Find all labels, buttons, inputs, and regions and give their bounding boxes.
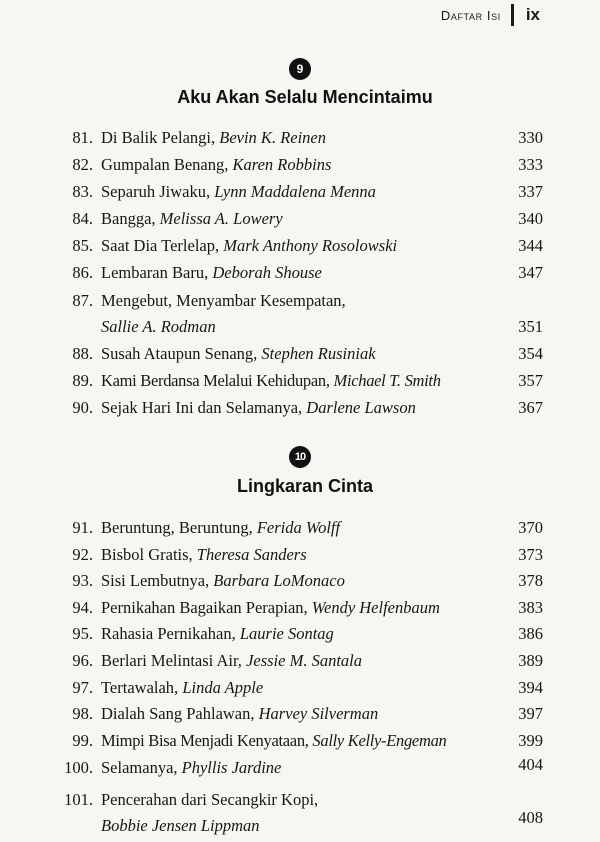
toc-entry xyxy=(0,595,600,621)
entry-page: 370 xyxy=(518,518,543,537)
toc-entry xyxy=(0,341,600,367)
toc-entry xyxy=(0,515,600,541)
entry-author: Michael T. Smith xyxy=(333,371,441,390)
toc-entry xyxy=(0,179,600,205)
entry-number: 88. xyxy=(72,344,93,363)
section-number-badge: 9 xyxy=(289,58,311,80)
entry-title: Susah Ataupun Senang, Stephen Rusiniak xyxy=(101,344,376,363)
entry-number: 86. xyxy=(72,263,93,282)
entry-number: 94. xyxy=(72,598,93,617)
entry-author: Harvey Silverman xyxy=(258,704,379,723)
entry-author: Linda Apple xyxy=(182,678,264,697)
entry-author: Bevin K. Reinen xyxy=(219,128,327,147)
entry-number: 90. xyxy=(72,398,93,417)
toc-entry xyxy=(0,368,600,394)
entry-number: 89. xyxy=(72,371,93,390)
entry-author: Laurie Sontag xyxy=(239,624,334,643)
entry-author: Bobbie Jensen Lippman xyxy=(101,816,260,835)
toc-entry xyxy=(0,152,600,178)
entry-page: 394 xyxy=(518,678,543,697)
toc-entry xyxy=(0,288,600,340)
entry-title: Sisi Lembutnya, Barbara LoMonaco xyxy=(101,571,345,590)
entry-title: Gumpalan Benang, Karen Robbins xyxy=(101,155,332,174)
toc-entry xyxy=(0,395,600,421)
toc-entry xyxy=(0,701,600,727)
entry-page: 383 xyxy=(518,598,543,617)
toc-entry xyxy=(0,542,600,568)
toc-entry xyxy=(0,125,600,151)
entry-author: Sallie A. Rodman xyxy=(101,317,216,336)
toc-entry xyxy=(0,568,600,594)
entry-title: Berlari Melintasi Air, Jessie M. Santala xyxy=(101,651,362,670)
entry-page: 351 xyxy=(518,317,543,336)
entry-page: 386 xyxy=(518,624,543,643)
entry-page: 378 xyxy=(518,571,543,590)
entry-page: 408 xyxy=(518,808,543,827)
entry-title: Lembaran Baru, Deborah Shouse xyxy=(101,263,322,282)
entry-author: Phyllis Jardine xyxy=(181,758,282,777)
entry-title: Kami Berdansa Melalui Kehidupan, Michael T. Smith xyxy=(101,371,441,390)
entry-page: 397 xyxy=(518,704,543,723)
entry-author: Barbara LoMonaco xyxy=(213,571,345,590)
entry-title: Beruntung, Beruntung, Ferida Wolff xyxy=(101,518,341,537)
page-number: ix xyxy=(525,5,540,24)
entry-page: 373 xyxy=(518,545,543,564)
entry-page: 354 xyxy=(518,344,543,363)
entry-page: 404 xyxy=(518,755,543,774)
entry-title: Rahasia Pernikahan, Laurie Sontag xyxy=(101,624,334,643)
entry-title: Tertawalah, Linda Apple xyxy=(101,678,264,697)
entry-number: 82. xyxy=(72,155,93,174)
entry-page: 337 xyxy=(518,182,543,201)
entry-number: 92. xyxy=(72,545,93,564)
toc-entry xyxy=(0,621,600,647)
toc-entry xyxy=(0,648,600,674)
entry-author: Mark Anthony Rosolowski xyxy=(223,236,398,255)
entry-title: Dialah Sang Pahlawan, Harvey Silverman xyxy=(101,704,379,723)
entry-title: Pernikahan Bagaikan Perapian, Wendy Helfenbaum xyxy=(101,598,440,617)
entry-author: Stephen Rusiniak xyxy=(261,344,376,363)
entry-author: Deborah Shouse xyxy=(212,263,322,282)
entry-number: 97. xyxy=(72,678,93,697)
entry-number: 87. xyxy=(72,291,93,310)
section-title: Lingkaran Cinta xyxy=(236,476,374,496)
entry-title: Saat Dia Terlelap, Mark Anthony Rosolowski xyxy=(101,236,398,255)
entry-page: 399 xyxy=(518,731,543,750)
running-header xyxy=(441,4,540,26)
entry-number: 91. xyxy=(72,518,93,537)
section-number-badge: 10 xyxy=(289,446,311,468)
section-title: Aku Akan Selalu Mencintaimu xyxy=(177,87,433,107)
entry-author: Theresa Sanders xyxy=(196,545,307,564)
toc-entry xyxy=(0,233,600,259)
entry-title: Selamanya, Phyllis Jardine xyxy=(101,758,282,777)
header-divider xyxy=(511,4,514,26)
toc-entry xyxy=(0,755,600,781)
entry-page: 347 xyxy=(518,263,543,282)
entry-page: 367 xyxy=(518,398,543,417)
entry-number: 83. xyxy=(72,182,93,201)
entry-title: Mengebut, Menyambar Kesempatan, xyxy=(101,291,346,310)
toc-entry xyxy=(0,787,600,839)
entry-author: Darlene Lawson xyxy=(306,398,416,417)
entry-title: Di Balik Pelangi, Bevin K. Reinen xyxy=(101,128,327,147)
entry-number: 101. xyxy=(64,790,93,809)
entry-number: 96. xyxy=(72,651,93,670)
entry-page: 333 xyxy=(518,155,543,174)
toc-entry xyxy=(0,728,600,754)
entry-title: Sejak Hari Ini dan Selamanya, Darlene Lawson xyxy=(101,398,416,417)
toc-entry xyxy=(0,206,600,232)
entry-author: Sally Kelly-Engeman xyxy=(312,731,447,750)
entry-number: 84. xyxy=(72,209,93,228)
entry-author: Melissa A. Lowery xyxy=(159,209,283,228)
entry-author: Karen Robbins xyxy=(232,155,332,174)
entry-page: 344 xyxy=(518,236,543,255)
toc-entry xyxy=(0,675,600,701)
entry-author: Lynn Maddalena Menna xyxy=(214,182,376,201)
entry-number: 81. xyxy=(72,128,93,147)
entry-number: 85. xyxy=(72,236,93,255)
entry-title: Separuh Jiwaku, Lynn Maddalena Menna xyxy=(101,182,376,201)
toc-entry xyxy=(0,260,600,286)
entry-page: 340 xyxy=(518,209,543,228)
entry-title: Mimpi Bisa Menjadi Kenyataan, Sally Kelly-Engeman xyxy=(101,731,447,750)
entry-author: Jessie M. Santala xyxy=(246,651,362,670)
entry-page: 389 xyxy=(518,651,543,670)
entry-author: Ferida Wolff xyxy=(256,518,341,537)
entry-page: 357 xyxy=(518,371,543,390)
entry-number: 99. xyxy=(72,731,93,750)
entry-author: Wendy Helfenbaum xyxy=(311,598,440,617)
entry-number: 93. xyxy=(72,571,93,590)
header-label: Daftar Isi xyxy=(440,7,501,23)
entry-number: 95. xyxy=(72,624,93,643)
entry-title: Bisbol Gratis, Theresa Sanders xyxy=(101,545,307,564)
entry-title: Bangga, Melissa A. Lowery xyxy=(101,209,283,228)
entry-title: Pencerahan dari Secangkir Kopi, xyxy=(101,790,319,809)
entry-number: 98. xyxy=(72,704,93,723)
entry-number: 100. xyxy=(64,758,93,777)
entry-page: 330 xyxy=(518,128,543,147)
